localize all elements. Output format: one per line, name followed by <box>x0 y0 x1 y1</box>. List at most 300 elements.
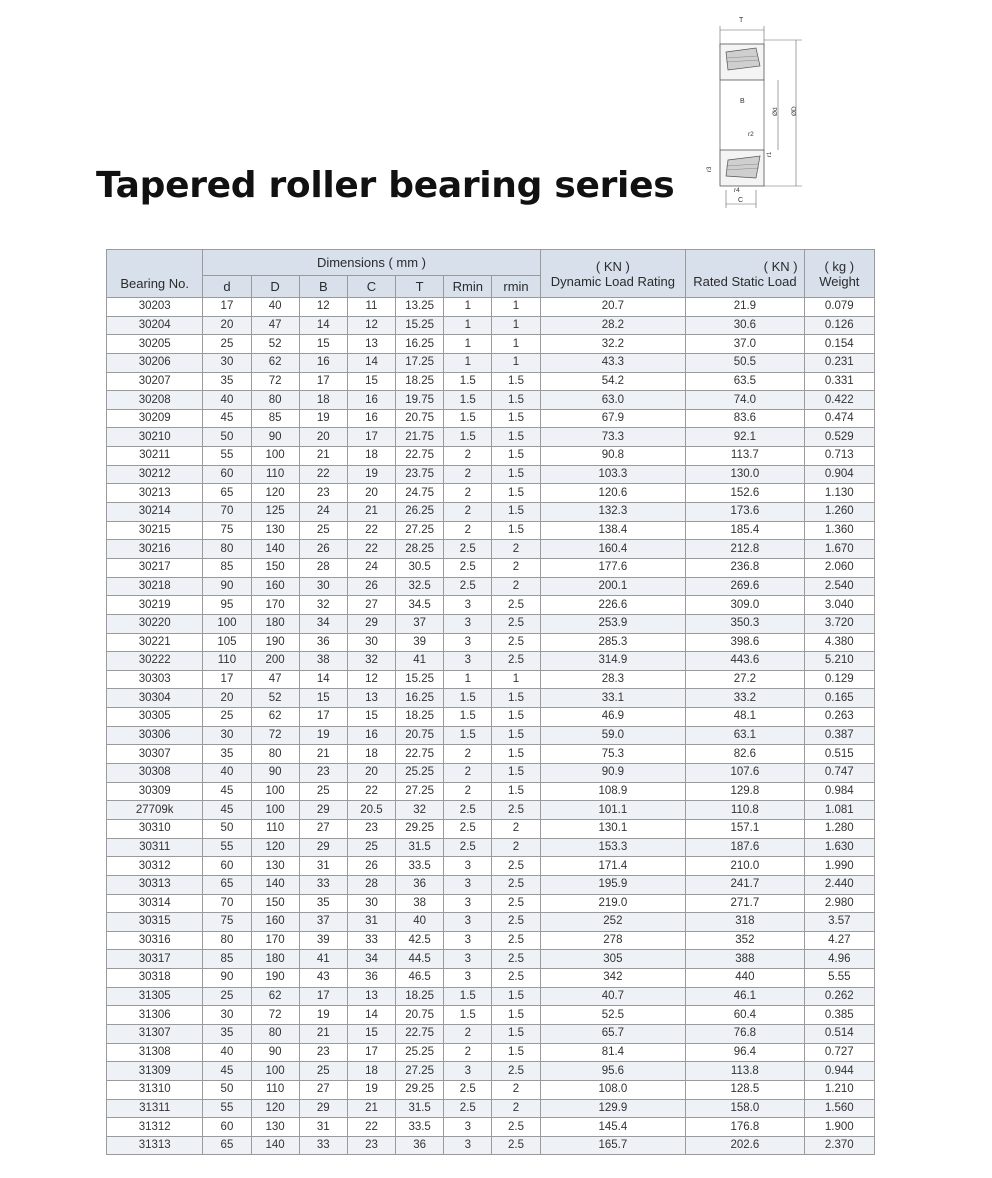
cell-bearing-no: 30210 <box>107 428 203 447</box>
cell-rmin: 1.5 <box>492 1024 540 1043</box>
cell-T: 32.5 <box>396 577 444 596</box>
cell-dynamic-load: 46.9 <box>540 708 686 727</box>
cell-B: 32 <box>299 596 347 615</box>
table-body <box>107 298 875 1155</box>
cell-bearing-no: 30214 <box>107 503 203 522</box>
cell-rmin: 2.5 <box>492 1136 540 1155</box>
cell-d: 65 <box>203 484 251 503</box>
cell-bearing-no: 30220 <box>107 614 203 633</box>
cell-static-load: 157.1 <box>686 819 804 838</box>
cell-D: 47 <box>251 670 299 689</box>
cell-d: 105 <box>203 633 251 652</box>
cell-rmin: 1 <box>492 298 540 317</box>
cell-Rmin: 2 <box>444 484 492 503</box>
cell-weight: 3.040 <box>804 596 874 615</box>
cell-B: 33 <box>299 1136 347 1155</box>
table-row <box>107 652 875 671</box>
cell-dynamic-load: 252 <box>540 913 686 932</box>
cell-B: 25 <box>299 521 347 540</box>
cell-rmin: 2.5 <box>492 950 540 969</box>
header-col-Rmin: Rmin <box>444 276 492 298</box>
cell-static-load: 173.6 <box>686 503 804 522</box>
cell-D: 160 <box>251 577 299 596</box>
cell-static-load: 440 <box>686 969 804 988</box>
cell-static-load: 185.4 <box>686 521 804 540</box>
cell-dynamic-load: 285.3 <box>540 633 686 652</box>
cell-B: 31 <box>299 1118 347 1137</box>
cell-rmin: 1.5 <box>492 372 540 391</box>
cell-d: 60 <box>203 465 251 484</box>
cell-weight: 1.130 <box>804 484 874 503</box>
cell-T: 24.75 <box>396 484 444 503</box>
cell-rmin: 2.5 <box>492 801 540 820</box>
cell-rmin: 1.5 <box>492 521 540 540</box>
cell-bearing-no: 30303 <box>107 670 203 689</box>
cell-weight: 0.422 <box>804 391 874 410</box>
cell-Rmin: 2 <box>444 745 492 764</box>
cell-B: 28 <box>299 558 347 577</box>
cell-bearing-no: 30206 <box>107 353 203 372</box>
cell-bearing-no: 30304 <box>107 689 203 708</box>
table-row <box>107 298 875 317</box>
cell-D: 72 <box>251 1006 299 1025</box>
cell-weight: 0.529 <box>804 428 874 447</box>
cell-T: 28.25 <box>396 540 444 559</box>
bearing-spec-table <box>106 249 875 1155</box>
cell-B: 41 <box>299 950 347 969</box>
cell-T: 29.25 <box>396 819 444 838</box>
cell-D: 140 <box>251 540 299 559</box>
table-row <box>107 745 875 764</box>
cell-dynamic-load: 20.7 <box>540 298 686 317</box>
cell-dynamic-load: 43.3 <box>540 353 686 372</box>
cell-d: 20 <box>203 689 251 708</box>
table-row <box>107 857 875 876</box>
cell-C: 30 <box>347 633 395 652</box>
cell-C: 26 <box>347 857 395 876</box>
cell-Rmin: 1.5 <box>444 726 492 745</box>
cell-rmin: 2.5 <box>492 857 540 876</box>
cell-bearing-no: 30203 <box>107 298 203 317</box>
diagram-label-D: ØD <box>791 106 798 116</box>
cell-T: 33.5 <box>396 1118 444 1137</box>
cell-Rmin: 2.5 <box>444 838 492 857</box>
cell-Rmin: 3 <box>444 1118 492 1137</box>
cell-D: 140 <box>251 875 299 894</box>
cell-weight: 3.57 <box>804 913 874 932</box>
cell-C: 30 <box>347 894 395 913</box>
cell-dynamic-load: 33.1 <box>540 689 686 708</box>
cell-static-load: 309.0 <box>686 596 804 615</box>
cell-bearing-no: 30216 <box>107 540 203 559</box>
cell-bearing-no: 30315 <box>107 913 203 932</box>
cell-D: 180 <box>251 950 299 969</box>
cell-weight: 1.900 <box>804 1118 874 1137</box>
table-row <box>107 409 875 428</box>
cell-d: 85 <box>203 558 251 577</box>
cell-Rmin: 1 <box>444 670 492 689</box>
cell-bearing-no: 31305 <box>107 987 203 1006</box>
table-row <box>107 447 875 466</box>
cell-static-load: 48.1 <box>686 708 804 727</box>
cell-Rmin: 2 <box>444 1024 492 1043</box>
header-static-load <box>686 250 804 298</box>
cell-dynamic-load: 177.6 <box>540 558 686 577</box>
cell-Rmin: 1.5 <box>444 372 492 391</box>
cell-static-load: 388 <box>686 950 804 969</box>
cell-D: 120 <box>251 838 299 857</box>
cell-B: 23 <box>299 1043 347 1062</box>
cell-Rmin: 2 <box>444 447 492 466</box>
cell-C: 26 <box>347 577 395 596</box>
cell-d: 60 <box>203 857 251 876</box>
cell-dynamic-load: 314.9 <box>540 652 686 671</box>
header-dynamic-label: Dynamic Load Rating <box>550 273 676 289</box>
cell-C: 17 <box>347 428 395 447</box>
cell-rmin: 2 <box>492 1099 540 1118</box>
table-row <box>107 353 875 372</box>
cell-Rmin: 2.5 <box>444 540 492 559</box>
cell-C: 15 <box>347 372 395 391</box>
cell-Rmin: 2 <box>444 521 492 540</box>
cell-rmin: 2.5 <box>492 1062 540 1081</box>
cell-D: 40 <box>251 298 299 317</box>
cell-bearing-no: 30212 <box>107 465 203 484</box>
cell-d: 55 <box>203 1099 251 1118</box>
cell-rmin: 1.5 <box>492 503 540 522</box>
cell-bearing-no: 30208 <box>107 391 203 410</box>
diagram-label-d: Ød <box>772 107 779 116</box>
cell-B: 29 <box>299 801 347 820</box>
cell-Rmin: 2.5 <box>444 1080 492 1099</box>
cell-C: 20 <box>347 484 395 503</box>
cell-B: 39 <box>299 931 347 950</box>
cell-T: 21.75 <box>396 428 444 447</box>
cell-B: 24 <box>299 503 347 522</box>
table-row <box>107 428 875 447</box>
header-bearing-no: Bearing No. <box>107 250 203 298</box>
cell-C: 33 <box>347 931 395 950</box>
cell-static-load: 398.6 <box>686 633 804 652</box>
cell-T: 26.25 <box>396 503 444 522</box>
diagram-label-r1: r1 <box>767 151 773 157</box>
cell-B: 17 <box>299 987 347 1006</box>
cell-static-load: 50.5 <box>686 353 804 372</box>
cell-C: 24 <box>347 558 395 577</box>
table-row <box>107 894 875 913</box>
cell-D: 52 <box>251 335 299 354</box>
cell-Rmin: 1.5 <box>444 391 492 410</box>
table-row <box>107 782 875 801</box>
cell-dynamic-load: 200.1 <box>540 577 686 596</box>
cell-bearing-no: 30211 <box>107 447 203 466</box>
cell-weight: 1.360 <box>804 521 874 540</box>
cell-d: 60 <box>203 1118 251 1137</box>
table-row <box>107 1043 875 1062</box>
cell-Rmin: 3 <box>444 913 492 932</box>
cell-rmin: 2.5 <box>492 913 540 932</box>
cell-D: 85 <box>251 409 299 428</box>
cell-T: 31.5 <box>396 1099 444 1118</box>
cell-rmin: 1.5 <box>492 1043 540 1062</box>
table-row <box>107 596 875 615</box>
cell-static-load: 63.5 <box>686 372 804 391</box>
cell-B: 33 <box>299 875 347 894</box>
cell-C: 23 <box>347 1136 395 1155</box>
cell-C: 12 <box>347 670 395 689</box>
cell-d: 25 <box>203 335 251 354</box>
cell-weight: 0.713 <box>804 447 874 466</box>
cell-d: 45 <box>203 801 251 820</box>
cell-static-load: 176.8 <box>686 1118 804 1137</box>
cell-dynamic-load: 253.9 <box>540 614 686 633</box>
cell-static-load: 33.2 <box>686 689 804 708</box>
cell-d: 30 <box>203 726 251 745</box>
cell-bearing-no: 30309 <box>107 782 203 801</box>
cell-bearing-no: 31311 <box>107 1099 203 1118</box>
cell-rmin: 2 <box>492 819 540 838</box>
cell-weight: 0.944 <box>804 1062 874 1081</box>
cell-D: 125 <box>251 503 299 522</box>
cell-d: 45 <box>203 782 251 801</box>
cell-static-load: 83.6 <box>686 409 804 428</box>
cell-Rmin: 2 <box>444 503 492 522</box>
cell-rmin: 1.5 <box>492 428 540 447</box>
cell-rmin: 2 <box>492 1080 540 1099</box>
cell-rmin: 2 <box>492 540 540 559</box>
table-row <box>107 372 875 391</box>
cell-d: 90 <box>203 969 251 988</box>
cell-B: 21 <box>299 745 347 764</box>
cell-dynamic-load: 145.4 <box>540 1118 686 1137</box>
table-row <box>107 558 875 577</box>
cell-rmin: 2.5 <box>492 1118 540 1137</box>
cell-T: 46.5 <box>396 969 444 988</box>
cell-T: 27.25 <box>396 782 444 801</box>
cell-static-load: 37.0 <box>686 335 804 354</box>
cell-d: 17 <box>203 298 251 317</box>
cell-static-load: 443.6 <box>686 652 804 671</box>
cell-bearing-no: 30306 <box>107 726 203 745</box>
cell-dynamic-load: 52.5 <box>540 1006 686 1025</box>
cell-d: 95 <box>203 596 251 615</box>
cell-bearing-no: 30207 <box>107 372 203 391</box>
cell-bearing-no: 31306 <box>107 1006 203 1025</box>
cell-D: 62 <box>251 708 299 727</box>
cell-weight: 2.980 <box>804 894 874 913</box>
cell-dynamic-load: 81.4 <box>540 1043 686 1062</box>
cell-d: 45 <box>203 409 251 428</box>
cell-Rmin: 2.5 <box>444 819 492 838</box>
cell-B: 16 <box>299 353 347 372</box>
cell-bearing-no: 27709k <box>107 801 203 820</box>
cell-bearing-no: 31312 <box>107 1118 203 1137</box>
cell-weight: 0.262 <box>804 987 874 1006</box>
cell-d: 70 <box>203 503 251 522</box>
cell-rmin: 2.5 <box>492 894 540 913</box>
header-static-unit: ( KN ) <box>763 258 798 274</box>
table-row <box>107 689 875 708</box>
cell-weight: 0.385 <box>804 1006 874 1025</box>
diagram-label-B: B <box>740 98 745 105</box>
cell-Rmin: 3 <box>444 1136 492 1155</box>
cell-d: 100 <box>203 614 251 633</box>
cell-B: 22 <box>299 465 347 484</box>
cell-T: 17.25 <box>396 353 444 372</box>
cell-bearing-no: 30218 <box>107 577 203 596</box>
cell-weight: 1.630 <box>804 838 874 857</box>
cell-bearing-no: 30307 <box>107 745 203 764</box>
cell-static-load: 129.8 <box>686 782 804 801</box>
table-row <box>107 1080 875 1099</box>
cell-d: 30 <box>203 1006 251 1025</box>
cell-Rmin: 2.5 <box>444 801 492 820</box>
cell-D: 100 <box>251 447 299 466</box>
cell-weight: 0.387 <box>804 726 874 745</box>
cell-d: 80 <box>203 540 251 559</box>
cell-B: 19 <box>299 1006 347 1025</box>
cell-B: 20 <box>299 428 347 447</box>
cell-B: 21 <box>299 447 347 466</box>
cell-B: 43 <box>299 969 347 988</box>
cell-bearing-no: 30316 <box>107 931 203 950</box>
cell-d: 50 <box>203 819 251 838</box>
cell-static-load: 107.6 <box>686 764 804 783</box>
cell-dynamic-load: 130.1 <box>540 819 686 838</box>
cell-C: 20.5 <box>347 801 395 820</box>
cell-d: 35 <box>203 372 251 391</box>
cell-weight: 0.165 <box>804 689 874 708</box>
cell-B: 14 <box>299 316 347 335</box>
cell-Rmin: 2.5 <box>444 577 492 596</box>
cell-T: 16.25 <box>396 335 444 354</box>
cell-T: 22.75 <box>396 1024 444 1043</box>
header-col-D: D <box>251 276 299 298</box>
cell-d: 35 <box>203 1024 251 1043</box>
cell-T: 36 <box>396 875 444 894</box>
cell-C: 13 <box>347 689 395 708</box>
cell-C: 13 <box>347 987 395 1006</box>
cell-C: 22 <box>347 782 395 801</box>
cell-T: 30.5 <box>396 558 444 577</box>
cell-T: 23.75 <box>396 465 444 484</box>
cell-D: 72 <box>251 726 299 745</box>
cell-bearing-no: 30222 <box>107 652 203 671</box>
cell-rmin: 1.5 <box>492 465 540 484</box>
cell-Rmin: 2 <box>444 465 492 484</box>
cell-dynamic-load: 40.7 <box>540 987 686 1006</box>
cell-Rmin: 3 <box>444 652 492 671</box>
cell-D: 140 <box>251 1136 299 1155</box>
cell-Rmin: 2 <box>444 1043 492 1062</box>
cell-B: 29 <box>299 838 347 857</box>
cell-weight: 2.540 <box>804 577 874 596</box>
table-row <box>107 987 875 1006</box>
cell-C: 19 <box>347 1080 395 1099</box>
cell-dynamic-load: 129.9 <box>540 1099 686 1118</box>
cell-static-load: 187.6 <box>686 838 804 857</box>
cell-static-load: 76.8 <box>686 1024 804 1043</box>
cell-weight: 0.727 <box>804 1043 874 1062</box>
cell-D: 110 <box>251 819 299 838</box>
cell-B: 14 <box>299 670 347 689</box>
cell-weight: 0.904 <box>804 465 874 484</box>
cell-T: 33.5 <box>396 857 444 876</box>
cell-weight: 1.210 <box>804 1080 874 1099</box>
cell-D: 150 <box>251 894 299 913</box>
cell-rmin: 1 <box>492 316 540 335</box>
cell-T: 39 <box>396 633 444 652</box>
cell-T: 38 <box>396 894 444 913</box>
cell-B: 15 <box>299 689 347 708</box>
cell-Rmin: 3 <box>444 931 492 950</box>
cell-B: 25 <box>299 1062 347 1081</box>
cell-dynamic-load: 65.7 <box>540 1024 686 1043</box>
cell-D: 190 <box>251 969 299 988</box>
cell-bearing-no: 30310 <box>107 819 203 838</box>
cell-d: 80 <box>203 931 251 950</box>
table-row <box>107 335 875 354</box>
cell-Rmin: 3 <box>444 614 492 633</box>
cell-Rmin: 2 <box>444 782 492 801</box>
cell-C: 11 <box>347 298 395 317</box>
cell-rmin: 1.5 <box>492 987 540 1006</box>
cell-T: 25.25 <box>396 764 444 783</box>
cell-D: 52 <box>251 689 299 708</box>
cell-weight: 0.126 <box>804 316 874 335</box>
cell-C: 13 <box>347 335 395 354</box>
cell-B: 23 <box>299 484 347 503</box>
cell-d: 50 <box>203 1080 251 1099</box>
cell-T: 15.25 <box>396 670 444 689</box>
cell-rmin: 1 <box>492 335 540 354</box>
cell-dynamic-load: 132.3 <box>540 503 686 522</box>
cell-B: 36 <box>299 633 347 652</box>
cell-static-load: 113.8 <box>686 1062 804 1081</box>
cell-rmin: 1.5 <box>492 708 540 727</box>
cell-B: 19 <box>299 409 347 428</box>
cell-B: 19 <box>299 726 347 745</box>
cell-static-load: 241.7 <box>686 875 804 894</box>
cell-B: 29 <box>299 1099 347 1118</box>
diagram-label-C: C <box>738 197 744 204</box>
cell-rmin: 1.5 <box>492 409 540 428</box>
table-row <box>107 465 875 484</box>
cell-rmin: 1.5 <box>492 782 540 801</box>
cell-C: 16 <box>347 391 395 410</box>
cell-rmin: 2.5 <box>492 614 540 633</box>
cell-D: 72 <box>251 372 299 391</box>
cell-dynamic-load: 165.7 <box>540 1136 686 1155</box>
cell-d: 20 <box>203 316 251 335</box>
cell-bearing-no: 30318 <box>107 969 203 988</box>
table-row <box>107 1118 875 1137</box>
cell-B: 31 <box>299 857 347 876</box>
cell-Rmin: 1 <box>444 298 492 317</box>
cell-Rmin: 3 <box>444 596 492 615</box>
cell-dynamic-load: 160.4 <box>540 540 686 559</box>
cell-static-load: 236.8 <box>686 558 804 577</box>
cell-rmin: 1 <box>492 670 540 689</box>
table-row <box>107 931 875 950</box>
cell-dynamic-load: 195.9 <box>540 875 686 894</box>
cell-B: 27 <box>299 1080 347 1099</box>
cell-dynamic-load: 219.0 <box>540 894 686 913</box>
cell-weight: 0.263 <box>804 708 874 727</box>
cell-static-load: 30.6 <box>686 316 804 335</box>
table-row <box>107 969 875 988</box>
cell-Rmin: 1.5 <box>444 689 492 708</box>
